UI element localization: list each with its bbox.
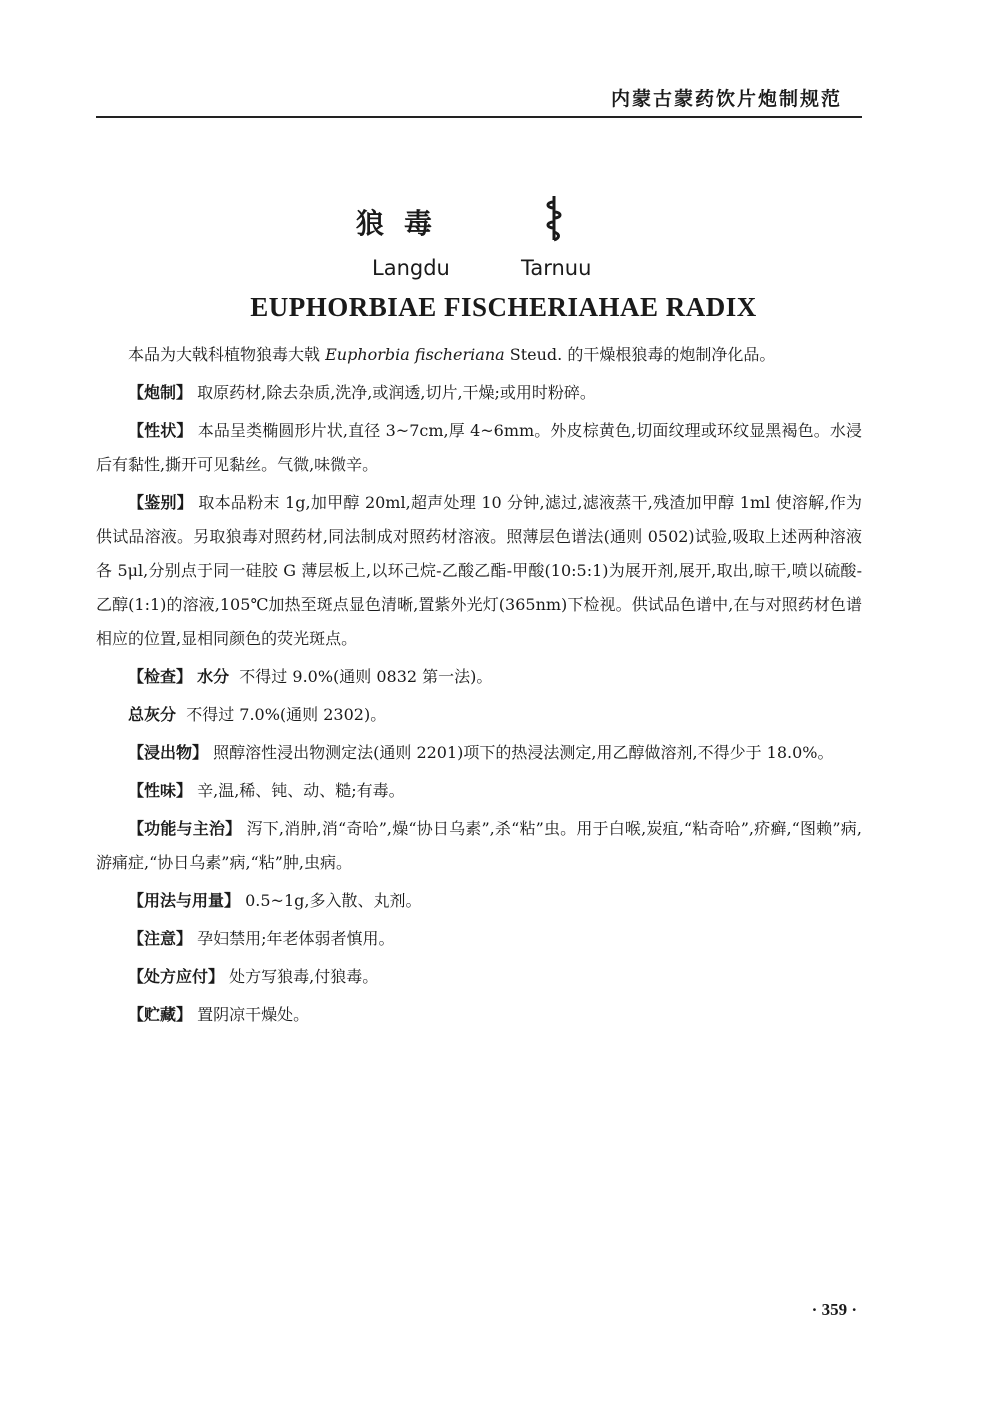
section-gongneng: [96, 812, 862, 880]
section-text: 泻下,消肿,消“奇哈”,燥“协日乌素”,杀“粘”虫。用于白喉,炭疽,“粘奇哈”,疥癣,“图赖”病,游痛症,“协日乌素”病,“粘”肿,虫病。: [96, 819, 862, 872]
section-text: 照醇溶性浸出物测定法(通则 2201)项下的热浸法测定,用乙醇做溶剂,不得少于 18.0%。: [213, 743, 834, 762]
section-text: 处方写狼毒,付狼毒。: [229, 967, 379, 986]
section-label: 【鉴别】: [128, 493, 194, 512]
section-label: 【注意】: [128, 929, 193, 948]
section-yongfa: [96, 884, 862, 918]
section-text: 0.5~1g,多入散、丸剂。: [245, 891, 422, 910]
section-chufang: [96, 960, 862, 994]
section-jinchuwu: [96, 736, 862, 770]
section-label: 【炮制】: [128, 383, 193, 402]
intro-paragraph: [96, 338, 862, 372]
water-label: 水分: [197, 667, 230, 686]
intro-text-after: Steud. 的干燥根狼毒的炮制净化品。: [504, 345, 776, 364]
chinese-title: 狼毒: [356, 207, 453, 240]
section-paozhi: [96, 376, 862, 410]
section-text: 辛,温,稀、钝、动、糙;有毒。: [197, 781, 405, 800]
pinyin-title: Langdu: [372, 256, 450, 280]
ash-text: 不得过 7.0%(通则 2302)。: [186, 705, 387, 724]
section-label: 【性状】: [128, 421, 193, 440]
monograph-body: [96, 338, 862, 1036]
section-zhucang: [96, 998, 862, 1032]
water-text: 不得过 9.0%(通则 0832 第一法)。: [239, 667, 493, 686]
header-rule: [96, 116, 862, 118]
mongolian-latin-title: Tarnuu: [521, 256, 592, 280]
section-ash: [96, 698, 862, 732]
ash-label: 总灰分: [128, 705, 177, 724]
book-title: 内蒙古蒙药饮片炮制规范: [610, 88, 842, 110]
section-text: 取本品粉末 1g,加甲醇 20ml,超声处理 10 分钟,滤过,滤液蒸干,残渣加甲醇 1ml 使溶解,作为供试品溶液。另取狼毒对照药材,同法制成对照药材溶液。照薄层色谱法(通则 0502)试验,吸取上述两种溶液各 5μl,分别点于同一硅胶 G 薄层板上,以环己烷-乙酸乙酯-甲酸(10:5:1)为展开剂,展开,取出,晾干,喷以硫酸-乙醇(1:1)的溶液,105℃加热至斑点显色清晰,置紫外光灯(365nm)下检视。供试品色谱中,在与对照药材色谱相应的位置,显相同颜色的荧光斑点。: [96, 493, 862, 648]
section-xingwei: [96, 774, 862, 808]
section-label: 【贮藏】: [128, 1005, 193, 1024]
section-label: 【用法与用量】: [128, 891, 241, 910]
section-text: 置阴凉干燥处。: [197, 1005, 310, 1024]
section-label: 【功能与主治】: [128, 819, 242, 838]
section-label: 【处方应付】: [128, 967, 225, 986]
section-jiancha: [96, 660, 862, 694]
section-xingzhuang: [96, 414, 862, 482]
section-label: 【性味】: [128, 781, 193, 800]
section-jianbie: [96, 486, 862, 656]
mongolian-script-title: [538, 194, 568, 242]
section-text: 本品呈类椭圆形片状,直径 3~7cm,厚 4~6mm。外皮棕黄色,切面纹理或环纹显黑褐色。水浸后有黏性,撕开可见黏丝。气微,味微辛。: [96, 421, 862, 474]
section-text: 孕妇禁用;年老体弱者慎用。: [197, 929, 395, 948]
intro-text-before: 本品为大戟科植物狼毒大戟: [128, 345, 326, 364]
species-name: Euphorbia fischeriana: [325, 345, 505, 364]
section-zhuyi: [96, 922, 862, 956]
running-header: [96, 78, 862, 116]
section-label: 【浸出物】: [128, 743, 209, 762]
page-number: · 359 ·: [811, 1300, 857, 1319]
section-label: 【检查】: [128, 667, 193, 686]
section-text: 取原药材,除去杂质,洗净,或润透,切片,干燥;或用时粉碎。: [197, 383, 596, 402]
latin-title: EUPHORBIAE FISCHERIAHAE RADIX: [250, 292, 757, 322]
